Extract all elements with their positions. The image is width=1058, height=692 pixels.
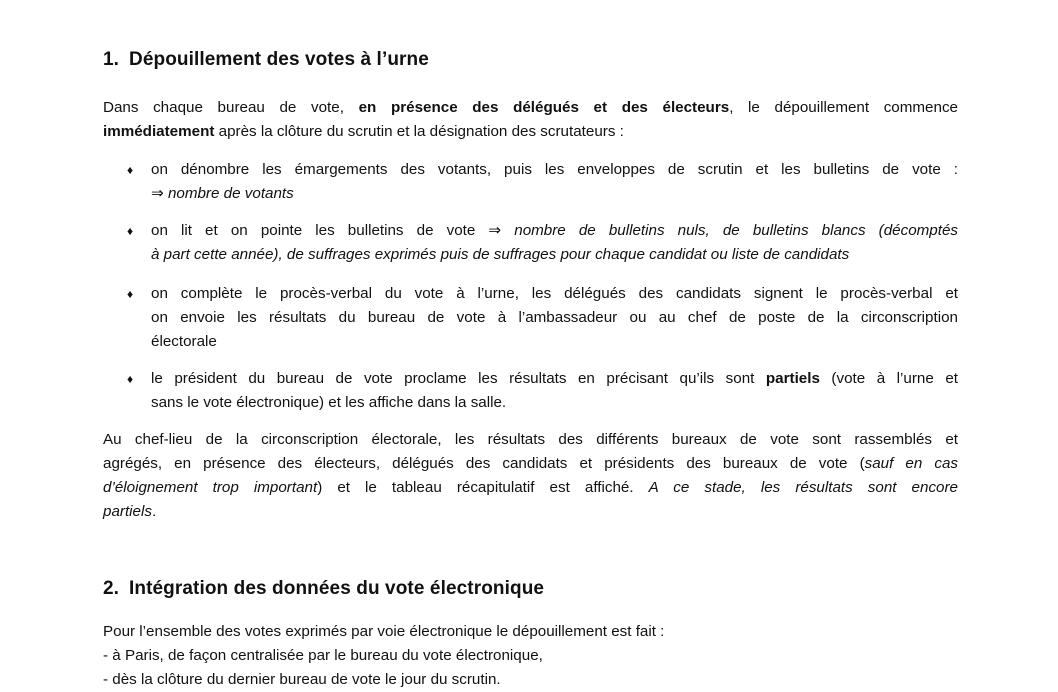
bullet-2-line-1 [151,219,958,243]
bullet-3-line-1: on complète le procès-verbal du vote à l’urne, les délégués des candidats signent le procès-verbal et [151,285,958,302]
bullet-4-bold: partiels [765,370,820,387]
section-2-item-2: - dès la clôture du dernier bureau de vote le jour du scrutin. [103,671,501,688]
closing-text-2: agrégés, en présence des électeurs, délégués des candidats et présidents des bureaux de vote ( [103,455,865,472]
closing-period: . [151,503,157,520]
bullet-diamond-icon: ♦ [127,163,134,177]
bullet-3-line-3: électorale [151,333,217,350]
closing-line-1: Au chef-lieu de la circonscription électorale, les résultats des différents bureaux de vote sont rassemblés et [103,431,958,448]
section-2-intro: Pour l’ensemble des votes exprimés par voie électronique le dépouillement est fait : [103,623,665,640]
bullet-3-line-2: on envoie les résultats du bureau de vote à l’ambassadeur ou au chef de poste de la circonscription [151,309,958,326]
bullet-4-text-1: le président du bureau de vote proclame les résultats en précisant qu’ils sont [151,370,766,387]
closing-italic-3: d’éloignement trop important [103,479,318,496]
section-1-closing [103,428,958,524]
bullet-diamond-icon: ♦ [127,287,134,301]
bullet-diamond-icon: ♦ [127,224,134,238]
bullet-1-line-1: on dénombre les émargements des votants, puis les enveloppes de scrutin et les bulletins de vote : [151,161,958,178]
closing-line-3 [103,476,958,500]
bullet-diamond-icon: ♦ [127,372,134,386]
section-2-item-1: - à Paris, de façon centralisée par le bureau du vote électronique, [103,647,543,664]
closing-text-3: ) et le tableau récapitulatif est affiché. [317,479,649,496]
closing-line-2 [103,452,958,476]
bullet-2-line-2 [151,243,958,267]
section-2-number: 2. [103,578,120,599]
section-2-content [103,620,958,692]
intro-text-1: Dans chaque bureau de vote, [103,99,359,116]
bullet-2-italic-2: à part cette année), de suffrages exprimés puis de suffrages pour chaque candidat ou liste de candidats [151,246,850,263]
bullet-1-result: ⇒ nombre de votants [151,185,294,202]
section-1-intro [103,96,958,144]
bullet-4-text-2: (vote à l’urne et [819,370,959,387]
bullet-1-text [151,158,958,206]
section-2-heading [103,578,544,600]
closing-italic-2: sauf en cas [864,455,958,472]
bullet-2-plain: on lit et on pointe les bulletins de vote ⇒ [151,222,515,239]
bullet-2-text [151,219,958,267]
section-1-number: 1. [103,49,120,70]
section-1-heading [103,49,429,71]
bullet-3-text [151,282,958,354]
intro-line-2 [103,120,958,144]
bullet-4-line-1 [151,367,958,391]
closing-italic-3b: A ce stade, les résultats sont encore [648,479,958,496]
section-2-title: Intégration des données du vote électronique [129,578,545,599]
intro-text-2: , le dépouillement commence [729,99,958,116]
closing-italic-4: partiels [103,503,152,520]
bullet-4-text [151,367,958,415]
intro-text-3: après la clôture du scrutin et la désignation des scrutateurs : [214,123,624,140]
intro-line-1 [103,96,958,120]
bullet-2-italic-1: nombre de bulletins nuls, de bulletins blancs (décomptés [514,222,958,239]
bullet-4-line-2: sans le vote électronique) et les affiche dans la salle. [151,394,507,411]
bullet-1-line-2 [151,182,958,206]
intro-bold-2: immédiatement [103,123,215,140]
closing-line-4 [103,500,958,524]
intro-bold-1: en présence des délégués et des électeurs [358,99,730,116]
section-1-title: Dépouillement des votes à l’urne [129,49,429,70]
